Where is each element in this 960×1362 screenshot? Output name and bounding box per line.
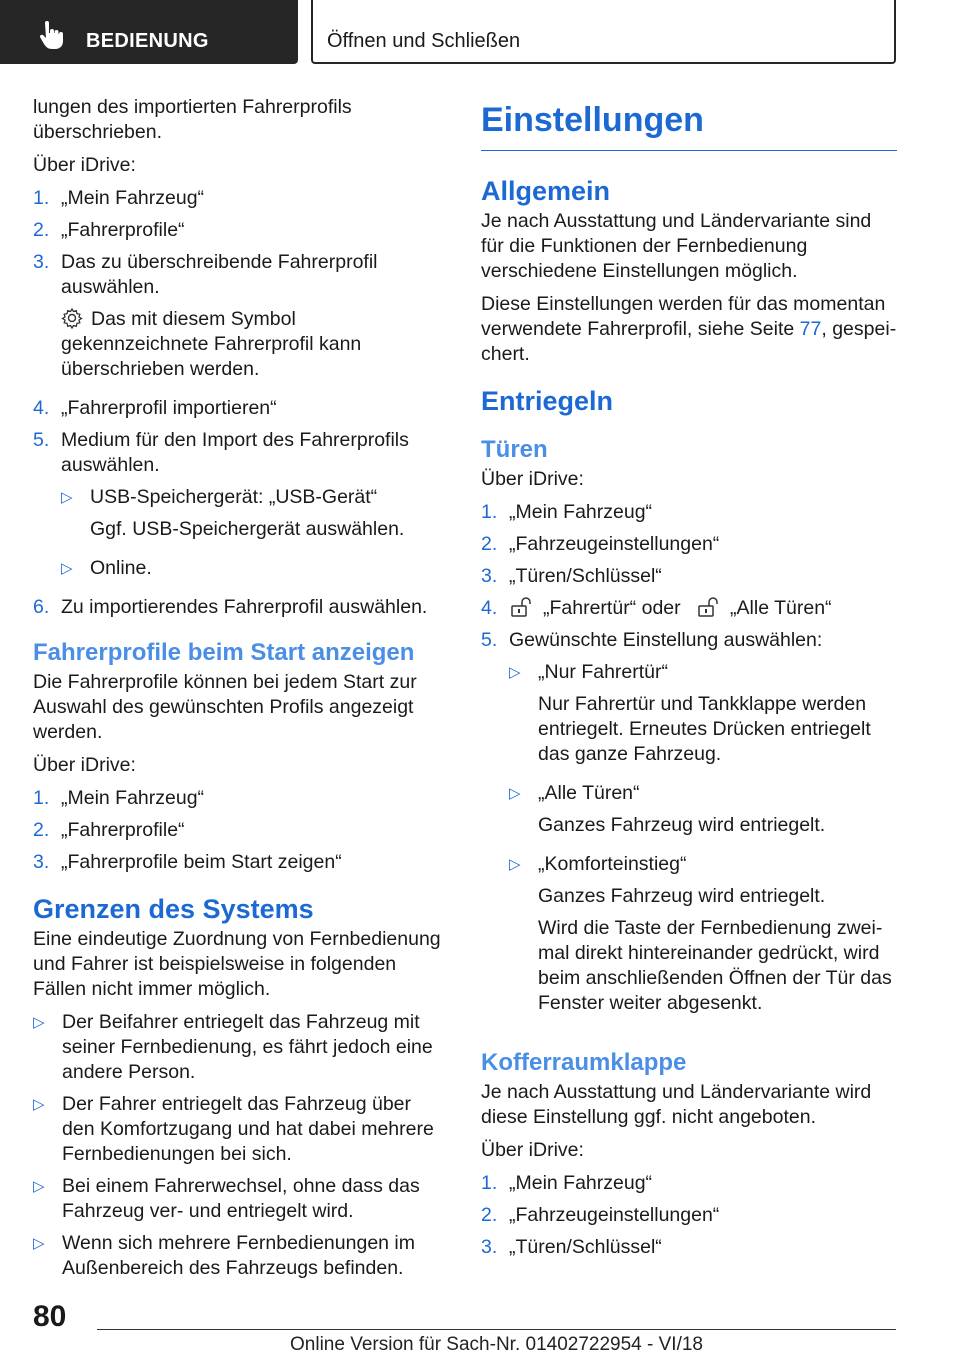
gear-note (61, 307, 443, 382)
paragraph: Über iDrive: (33, 154, 136, 176)
bullet-item (61, 485, 443, 549)
gear-note-text: Das mit diesem Symbol gekennzeichnete Fahrerprofil kann überschrieben werden. (61, 308, 362, 380)
list-number: 1. (481, 501, 498, 523)
bullet-text: USB-Speichergerät: „USB-Gerät“ (90, 486, 378, 508)
gear-icon (61, 307, 83, 329)
sub-bullets (61, 485, 443, 581)
list-number: 2. (481, 1204, 498, 1226)
list-number: 1. (33, 787, 50, 809)
list-item (481, 500, 897, 525)
bullet-text: „Komforteinstieg“ (538, 853, 687, 875)
triangle-bullet-icon: ▷ (61, 560, 73, 577)
bullet-text: Bei einem Fahrerwechsel, ohne dass das Fahrzeug ver- und entriegelt wird. (62, 1175, 420, 1222)
section-title-box (311, 0, 896, 64)
list-number: 2. (33, 819, 50, 841)
section-heading: Allgemein (481, 176, 611, 206)
footer-divider (97, 1329, 896, 1330)
list-number: 3. (481, 565, 498, 587)
bullet-note: Ganzes Fahrzeug wird entriegelt. (538, 814, 826, 836)
bullet-list (33, 1010, 443, 1281)
list-text: „Fahrertür“ oder (543, 597, 681, 619)
list-text: „Türen/Schlüssel“ (509, 565, 662, 587)
list-item (481, 1171, 897, 1196)
list-item (33, 396, 443, 421)
chapter-label: BEDIENUNG (86, 30, 209, 52)
list-number: 3. (33, 251, 50, 273)
list-item (33, 595, 443, 620)
paragraph: Die Fahrerprofile können bei jedem Start zur Auswahl des gewünschten Profils angezeigt werden. (33, 671, 417, 743)
list-item (481, 628, 897, 1030)
section-heading: Fahrerprofile beim Start anzeigen (33, 639, 415, 666)
list-text: Zu importierendes Fahrerprofil auswählen. (61, 596, 428, 618)
subsection-heading: Kofferraumklappe (481, 1049, 687, 1076)
list-number: 2. (33, 219, 50, 241)
bullet-item (61, 556, 443, 581)
list-item (481, 596, 897, 621)
triangle-bullet-icon: ▷ (509, 664, 521, 681)
ordered-list (33, 186, 443, 620)
paragraph: Je nach Ausstattung und Ländervariante wird diese Einstellung ggf. nicht angeboten. (481, 1081, 872, 1128)
triangle-bullet-icon: ▷ (61, 489, 73, 506)
list-text: „Fahrerprofile“ (61, 819, 185, 841)
list-text: „Mein Fahrzeug“ (61, 787, 205, 809)
list-number: 3. (481, 1236, 498, 1258)
section-heading: Entriegeln (481, 386, 614, 416)
bullet-text: Wenn sich mehrere Fernbedienungen im Außenbereich des Fahrzeugs befinden. (62, 1232, 415, 1279)
left-column (33, 95, 443, 1288)
list-item (33, 218, 443, 243)
list-text: „Fahrerprofil importieren“ (61, 397, 277, 419)
bullet-note: Ggf. USB-Speichergerät auswählen. (90, 518, 405, 540)
list-item (481, 1235, 897, 1260)
list-number: 5. (33, 429, 50, 451)
bullet-text: „Alle Türen“ (538, 782, 640, 804)
bullet-note: Wird die Taste der Fernbedienung zweimal direkt hintereinander gedrückt, wird beim anschließenden Öffnen der Tür das Fenster weiter abgesenkt. (538, 917, 892, 1014)
list-text: „Fahrerprofile“ (61, 219, 185, 241)
page-header (0, 0, 960, 66)
list-text: „Mein Fahrzeug“ (61, 187, 205, 209)
list-item (33, 786, 443, 811)
list-text: „Fahrzeugeinstellungen“ (509, 533, 720, 555)
list-text: „Fahrerprofile beim Start zeigen“ (61, 851, 342, 873)
subsection-heading: Türen (481, 436, 548, 463)
bullet-item (33, 1092, 443, 1167)
bullet-note: Nur Fahrertür und Tankklappe werden entriegelt. Erneutes Drücken entriegelt das ganze Fahrzeug. (538, 693, 871, 765)
list-number: 6. (33, 596, 50, 618)
page-link[interactable]: 77 (799, 318, 822, 340)
list-number: 5. (481, 629, 498, 651)
paragraph-text: Diese Einstellungen werden für das momentan verwendete Fahrerprofil, siehe Seite (481, 293, 886, 340)
paragraph (481, 292, 897, 367)
section-title: Öffnen und Schließen (327, 30, 521, 52)
list-number: 1. (481, 1172, 498, 1194)
bullet-item (33, 1174, 443, 1224)
list-item (33, 250, 443, 389)
paragraph: Über iDrive: (481, 468, 584, 490)
list-item (481, 532, 897, 557)
list-number: 2. (481, 533, 498, 555)
bullet-item (509, 852, 897, 1023)
list-item (481, 1203, 897, 1228)
list-item (33, 818, 443, 843)
chapter-heading: Einstellungen (481, 100, 897, 151)
list-text: Gewünschte Einstellung auswählen: (509, 629, 823, 651)
ordered-list (481, 500, 897, 1030)
section-heading: Grenzen des Systems (33, 894, 314, 924)
list-text: Das zu überschreibende Fahrerprofil auswählen. (61, 251, 378, 298)
list-number: 3. (33, 851, 50, 873)
list-item (33, 850, 443, 875)
paragraph: lungen des importierten Fahrerprofils überschrieben. (33, 96, 352, 143)
bullet-text: Online. (90, 557, 152, 579)
list-number: 4. (481, 597, 498, 619)
list-text: Medium für den Import des Fahrerprofils auswählen. (61, 429, 409, 476)
bullet-text: Der Fahrer entriegelt das Fahrzeug über den Komfortzugang und hat dabei mehrere Fernbedienungen bei sich. (62, 1093, 434, 1165)
hand-pointer-icon (36, 20, 66, 50)
sub-bullets (509, 660, 897, 1023)
paragraph: Eine eindeutige Zuordnung von Fernbedienung und Fahrer ist beispielsweise in folgenden Fällen nicht immer möglich. (33, 928, 441, 1000)
bullet-item (33, 1010, 443, 1085)
triangle-bullet-icon: ▷ (33, 1096, 45, 1113)
triangle-bullet-icon: ▷ (33, 1235, 45, 1252)
paragraph: Je nach Ausstattung und Ländervariante sind für die Funktionen der Fernbedienung verschiedene Einstellungen möglich. (481, 210, 872, 282)
page-number: 80 (33, 1300, 67, 1333)
chapter-tab (0, 0, 298, 64)
footer-note: Online Version für Sach-Nr. 01402722954 - VI/18 (290, 1334, 703, 1355)
ordered-list (33, 786, 443, 875)
right-column (481, 100, 897, 1267)
triangle-bullet-icon: ▷ (33, 1014, 45, 1031)
unlock-icon (509, 596, 535, 618)
paragraph-text: , gespeichert. (481, 318, 897, 365)
triangle-bullet-icon: ▷ (509, 856, 521, 873)
list-text: „Mein Fahrzeug“ (509, 501, 653, 523)
list-text: „Mein Fahrzeug“ (509, 1172, 653, 1194)
list-number: 1. (33, 187, 50, 209)
list-text: „Alle Türen“ (730, 597, 832, 619)
bullet-item (33, 1231, 443, 1281)
list-item (481, 564, 897, 589)
list-number: 4. (33, 397, 50, 419)
ordered-list (481, 1171, 897, 1260)
list-text: „Türen/Schlüssel“ (509, 1236, 662, 1258)
bullet-text: „Nur Fahrertür“ (538, 661, 669, 683)
bullet-item (509, 781, 897, 845)
list-item (33, 428, 443, 588)
unlock-icon (696, 596, 722, 618)
paragraph: Über iDrive: (33, 754, 136, 776)
list-item (33, 186, 443, 211)
triangle-bullet-icon: ▷ (509, 785, 521, 802)
bullet-item (509, 660, 897, 774)
bullet-note: Ganzes Fahrzeug wird entriegelt. (538, 885, 826, 907)
paragraph: Über iDrive: (481, 1139, 584, 1161)
bullet-text: Der Beifahrer entriegelt das Fahrzeug mit seiner Fernbedienung, es fährt jedoch eine andere Person. (62, 1011, 433, 1083)
triangle-bullet-icon: ▷ (33, 1178, 45, 1195)
list-text: „Fahrzeugeinstellungen“ (509, 1204, 720, 1226)
